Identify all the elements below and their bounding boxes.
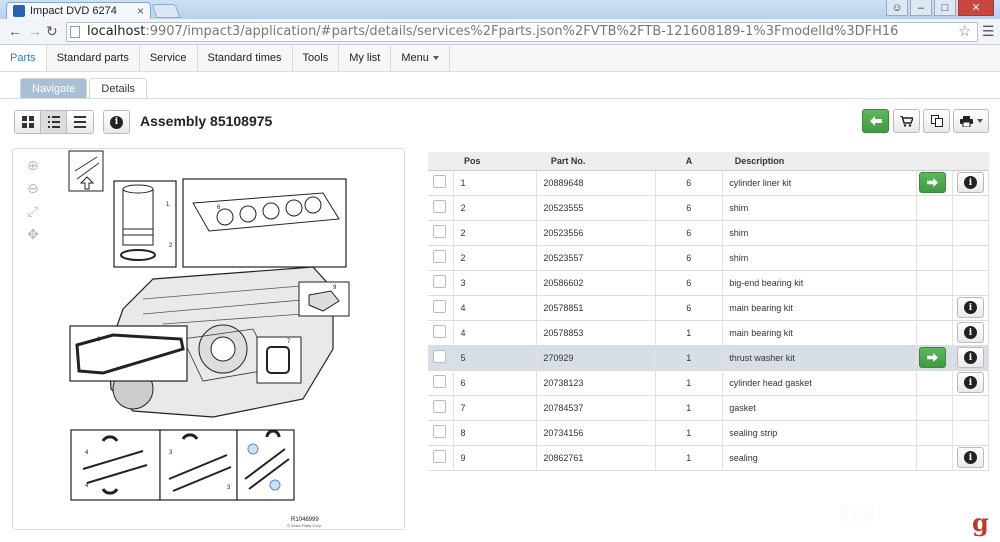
cell-pos: 9 (454, 445, 537, 470)
row-select-cell (428, 420, 454, 445)
cell-info (952, 445, 988, 470)
window-controls (886, 0, 994, 16)
print-button[interactable] (953, 109, 989, 133)
grid-view-icon[interactable] (15, 111, 41, 133)
page-icon (70, 26, 80, 38)
table-row[interactable] (428, 295, 989, 320)
header-pos[interactable]: Pos (454, 152, 537, 170)
table-row[interactable] (428, 220, 989, 245)
cell-pos: 4 (454, 295, 537, 320)
drawing-id: R1046999 (291, 517, 319, 523)
bookmark-star-icon[interactable]: ☆ (958, 23, 972, 40)
cell-part-no: 20578851 (537, 295, 656, 320)
cell-action (916, 270, 952, 295)
cell-pos: 2 (454, 195, 537, 220)
zoom-in-icon[interactable]: ⊕ (27, 156, 39, 173)
chevron-down-icon (433, 56, 439, 60)
copy-icon (931, 115, 943, 127)
copy-button[interactable] (923, 109, 950, 133)
cell-action (916, 445, 952, 470)
cell-quantity: 6 (656, 220, 723, 245)
cell-description: thrust washer kit (723, 345, 917, 370)
view-mode-group (14, 110, 94, 134)
svg-text:6: 6 (217, 205, 221, 211)
svg-text:2: 2 (169, 243, 173, 249)
cell-description: shim (723, 245, 917, 270)
table-row[interactable] (428, 395, 989, 420)
svg-text:3: 3 (169, 450, 173, 456)
cell-info (952, 420, 988, 445)
cell-info (952, 270, 988, 295)
drawing-copyright: © Volvo Parts Corp. (287, 523, 323, 528)
cell-info (952, 345, 988, 370)
printer-icon (960, 116, 973, 127)
cell-info (952, 245, 988, 270)
row-checkbox[interactable] (433, 400, 446, 413)
table-view-icon[interactable] (67, 111, 93, 133)
row-checkbox[interactable] (433, 350, 446, 363)
cell-description: sealing (723, 445, 917, 470)
back-button[interactable] (862, 109, 889, 133)
cell-pos: 2 (454, 245, 537, 270)
nav-standard-times[interactable]: Standard times (198, 45, 293, 71)
sub-tabs (20, 78, 147, 98)
svg-text:4: 4 (85, 483, 89, 489)
row-checkbox[interactable] (433, 225, 446, 238)
info-icon: i (110, 116, 123, 129)
cell-part-no: 20523555 (537, 195, 656, 220)
nav-menu[interactable] (391, 45, 450, 71)
info-icon: i (964, 376, 977, 389)
cell-pos: 3 (454, 270, 537, 295)
cell-part-no: 20862761 (537, 445, 656, 470)
url-host: localhost (87, 24, 146, 39)
browser-titlebar (0, 0, 1000, 19)
cell-quantity: 1 (656, 320, 723, 345)
exploded-view-drawing[interactable] (13, 149, 405, 530)
row-checkbox[interactable] (433, 200, 446, 213)
cell-pos: 8 (454, 420, 537, 445)
header-description[interactable]: Description (723, 152, 917, 170)
cell-action (916, 345, 952, 370)
svg-text:4: 4 (85, 450, 89, 456)
row-checkbox[interactable] (433, 275, 446, 288)
row-checkbox[interactable] (433, 175, 446, 188)
row-select-cell (428, 320, 454, 345)
table-row[interactable] (428, 245, 989, 270)
favicon-icon (13, 5, 25, 17)
row-select-cell (428, 345, 454, 370)
cell-info (952, 170, 988, 195)
part-info-button[interactable] (957, 372, 984, 393)
header-action (916, 152, 952, 170)
window-close-icon[interactable]: ✕ (958, 0, 994, 16)
cell-description: main bearing kit (723, 295, 917, 320)
row-select-cell (428, 220, 454, 245)
cell-part-no: 270929 (537, 345, 656, 370)
cell-action (916, 195, 952, 220)
cell-pos: 7 (454, 395, 537, 420)
add-to-cart-button[interactable] (893, 109, 920, 133)
info-icon: i (964, 301, 977, 314)
cell-action (916, 220, 952, 245)
cell-info (952, 195, 988, 220)
cell-description: cylinder liner kit (723, 170, 917, 195)
header-a[interactable]: A (656, 152, 723, 170)
parts-table-body (428, 170, 989, 470)
cell-info (952, 370, 988, 395)
cell-quantity: 1 (656, 345, 723, 370)
tab-navigate[interactable]: Navigate (20, 78, 87, 98)
table-row[interactable] (428, 270, 989, 295)
info-icon: i (964, 176, 977, 189)
part-info-button[interactable] (957, 447, 984, 468)
row-select-cell (428, 195, 454, 220)
info-icon: i (964, 351, 977, 364)
header-select (428, 152, 454, 170)
url-input[interactable] (66, 22, 978, 42)
part-info-button[interactable] (957, 297, 984, 318)
fit-screen-icon[interactable]: ⤢ (27, 202, 39, 219)
svg-text:3: 3 (227, 485, 231, 491)
cell-action (916, 320, 952, 345)
nav-parts[interactable]: Parts (0, 45, 47, 71)
table-row[interactable] (428, 445, 989, 470)
row-checkbox[interactable] (433, 325, 446, 338)
cell-part-no: 20578853 (537, 320, 656, 345)
cell-quantity: 6 (656, 270, 723, 295)
table-row[interactable] (428, 370, 989, 395)
cell-quantity: 6 (656, 245, 723, 270)
parts-table (428, 152, 989, 471)
svg-text:9: 9 (333, 285, 337, 291)
arrow-left-icon (870, 116, 882, 126)
cell-part-no: 20734156 (537, 420, 656, 445)
address-bar (0, 19, 1000, 45)
part-info-button[interactable] (957, 172, 984, 193)
cell-part-no: 20523557 (537, 245, 656, 270)
cart-icon (900, 116, 913, 127)
cell-quantity: 6 (656, 195, 723, 220)
svg-text:8: 8 (97, 337, 101, 343)
cell-info (952, 220, 988, 245)
cell-action (916, 395, 952, 420)
row-select-cell (428, 445, 454, 470)
app-nav (0, 45, 1000, 72)
cell-quantity: 1 (656, 370, 723, 395)
pan-icon[interactable]: ✥ (27, 225, 39, 242)
forward-arrow-icon[interactable]: → (28, 23, 42, 39)
cell-quantity: 6 (656, 170, 723, 195)
arrow-right-icon (927, 178, 938, 187)
table-row[interactable] (428, 420, 989, 445)
cell-action (916, 170, 952, 195)
row-checkbox[interactable] (433, 375, 446, 388)
new-tab-button[interactable] (151, 4, 180, 18)
url-path: :9907/impact3/application/#parts/details/services%2Fparts.json%2FVTB%2FTB-121608189-1%3FmodelId%3DFH16 (145, 24, 899, 39)
tab-close-icon[interactable]: × (136, 4, 144, 18)
cell-pos: 5 (454, 345, 537, 370)
arrow-right-icon (927, 353, 938, 362)
cell-info (952, 320, 988, 345)
cell-description: cylinder head gasket (723, 370, 917, 395)
go-to-part-button[interactable] (919, 347, 946, 368)
cell-quantity: 6 (656, 295, 723, 320)
go-to-part-button[interactable] (919, 172, 946, 193)
exploded-view-panel (12, 148, 405, 530)
chevron-down-icon (977, 119, 983, 123)
cell-pos: 1 (454, 170, 537, 195)
header-part-no[interactable]: Part No. (537, 152, 656, 170)
row-checkbox[interactable] (433, 250, 446, 263)
table-row[interactable] (428, 345, 989, 370)
svg-text:1: 1 (166, 202, 170, 208)
nav-my-list[interactable]: My list (339, 45, 391, 71)
part-info-button[interactable] (957, 347, 984, 368)
cell-part-no: 20784537 (537, 395, 656, 420)
nav-service[interactable]: Service (140, 45, 198, 71)
row-checkbox[interactable] (433, 300, 446, 313)
brand-logo: g (972, 508, 989, 537)
cell-description: main bearing kit (723, 320, 917, 345)
row-checkbox[interactable] (433, 450, 446, 463)
browser-menu-icon[interactable]: ☰ (982, 23, 995, 39)
row-select-cell (428, 170, 454, 195)
table-row[interactable] (428, 320, 989, 345)
row-select-cell (428, 370, 454, 395)
cell-quantity: 1 (656, 445, 723, 470)
minimize-icon[interactable]: – (910, 0, 932, 16)
row-checkbox[interactable] (433, 425, 446, 438)
cell-action (916, 295, 952, 320)
cell-info (952, 395, 988, 420)
back-arrow-icon[interactable]: ← (8, 23, 22, 39)
cell-description: shim (723, 195, 917, 220)
cell-action (916, 420, 952, 445)
cell-pos: 6 (454, 370, 537, 395)
cell-pos: 4 (454, 320, 537, 345)
row-select-cell (428, 295, 454, 320)
user-icon[interactable]: ☺ (886, 0, 908, 16)
cell-quantity: 1 (656, 395, 723, 420)
nav-standard-parts[interactable]: Standard parts (47, 45, 140, 71)
cell-pos: 2 (454, 220, 537, 245)
cell-quantity: 1 (656, 420, 723, 445)
table-row[interactable] (428, 170, 989, 195)
svg-text:7: 7 (287, 339, 291, 345)
list-view-icon[interactable] (41, 111, 67, 133)
cell-description: sealing strip (723, 420, 917, 445)
info-button[interactable] (103, 110, 130, 134)
browser-tab[interactable] (6, 2, 151, 19)
watermark: ░░░ (840, 505, 875, 522)
row-select-cell (428, 395, 454, 420)
header-info (952, 152, 988, 170)
page-title: Assembly 85108975 (140, 113, 273, 129)
nav-tools[interactable]: Tools (293, 45, 340, 71)
info-icon: i (964, 451, 977, 464)
cell-part-no: 20523556 (537, 220, 656, 245)
nav-menu-label: Menu (401, 52, 429, 64)
reload-icon[interactable]: ↻ (46, 23, 58, 39)
cell-part-no: 20738123 (537, 370, 656, 395)
cell-action (916, 370, 952, 395)
zoom-out-icon[interactable]: ⊖ (27, 179, 39, 196)
divider (0, 98, 1000, 99)
cell-action (916, 245, 952, 270)
table-header-row (428, 152, 989, 170)
tab-details[interactable]: Details (89, 78, 147, 98)
info-icon: i (964, 326, 977, 339)
table-row[interactable] (428, 195, 989, 220)
cell-part-no: 20889648 (537, 170, 656, 195)
cell-description: big-end bearing kit (723, 270, 917, 295)
cell-description: shim (723, 220, 917, 245)
row-select-cell (428, 270, 454, 295)
maximize-icon[interactable]: □ (934, 0, 956, 16)
cell-description: gasket (723, 395, 917, 420)
tab-title: Impact DVD 6274 (30, 5, 117, 17)
cell-part-no: 20586602 (537, 270, 656, 295)
part-info-button[interactable] (957, 322, 984, 343)
row-select-cell (428, 245, 454, 270)
cell-info (952, 295, 988, 320)
